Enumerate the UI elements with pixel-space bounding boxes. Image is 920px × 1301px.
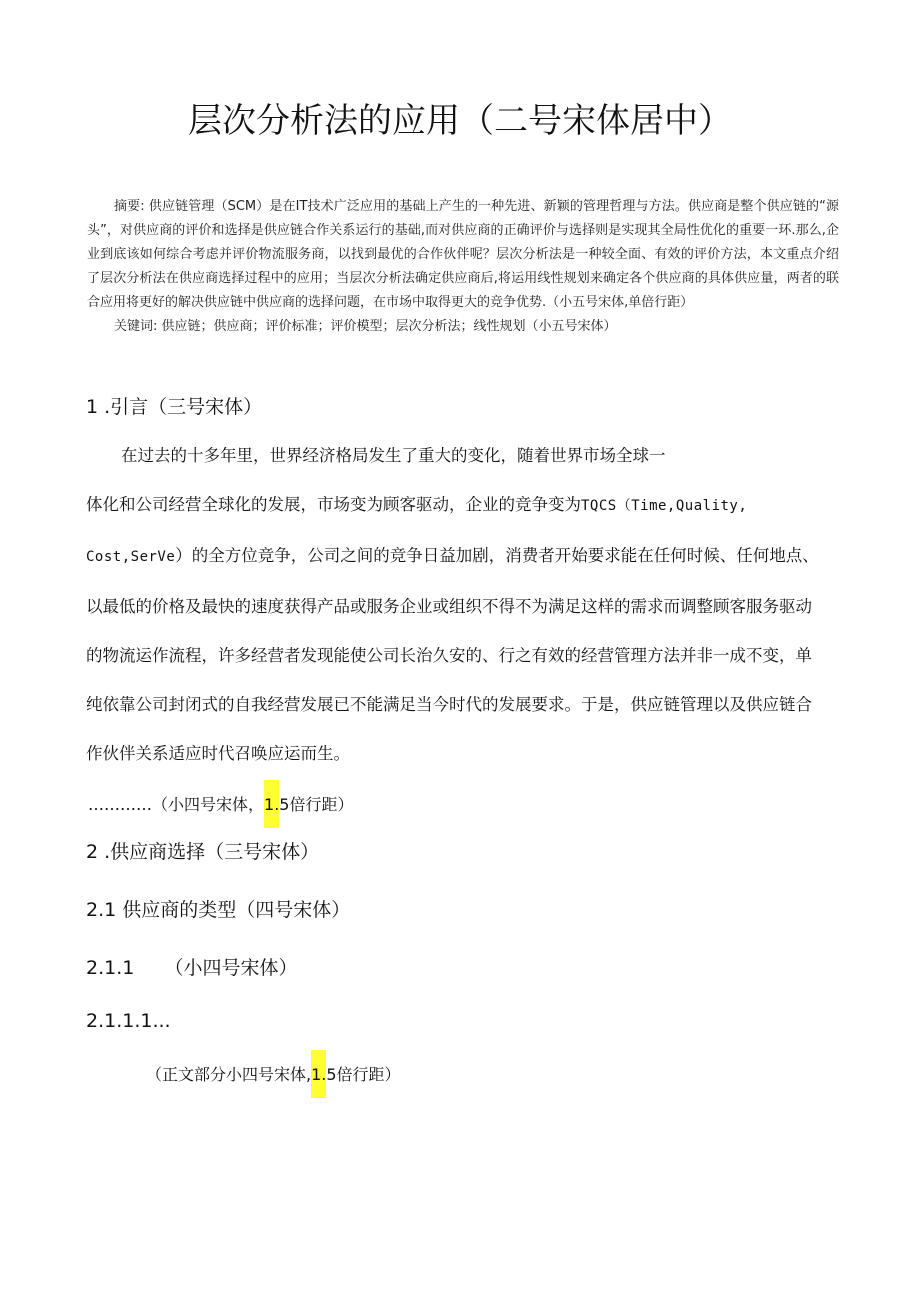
keywords-label: 关键词: <box>114 319 158 334</box>
body-line-6: 纯依靠公司封闭式的自我经营发展已不能满足当今时代的发展要求。于是，供应链管理以及供应链合 <box>86 695 812 714</box>
body-line-2 <box>86 480 838 531</box>
note-2-prefix: （正文部分小四号宋体, <box>146 1065 312 1084</box>
section-1-body <box>86 431 838 778</box>
body-line-1: 在过去的十多年里，世界经济格局发生了重大的变化，随着世界市场全球一 <box>121 446 666 465</box>
abstract-label: 摘要: <box>114 199 145 214</box>
section-2-format-note <box>146 1050 401 1098</box>
note-1-prefix: …………（小四号宋体， <box>88 795 265 814</box>
body-line-3-text: ）的全方位竞争，公司之间的竞争日益加剧，消费者开始要求能在任何时候、任何地点、 <box>175 546 819 565</box>
abstract-text: 供应链管理（SCM）是在IT技术广泛应用的基础上产生的一种先进、新颖的管理哲理与方法。供应商是整个供应链的“源头”，对供应商的评价和选择是供应链合作关系运行的基础,而对供应商的正确评价与选择则是实现其全局性优化的重要一环.那么,企业到底该如何综合考虑并评价物流服务商，以找到最优的合作伙伴呢？层次分析法是一种较全面、有效的评价方法，本文重点介绍了层次分析法在供应商选择过程中的应用；当层次分析法确定供应商后,将运用线性规划来确定各个供应商的具体供应量，两者的联合应用将更好的解决供应链中供应商的选择问题，在市场中取得更大的竞争优势.（小五号宋体,单倍行距） <box>87 199 839 310</box>
section-2-heading: 2 .供应商选择（三号宋体） <box>86 841 320 863</box>
note-2-highlight: 1. <box>311 1050 326 1098</box>
abstract-paragraph <box>87 195 839 315</box>
note-1-suffix: 5倍行距） <box>279 795 354 814</box>
body-line-5: 的物流运作流程，许多经营者发现能使公司长治久安的、行之有效的经营管理方法并非一成不变，单 <box>86 646 812 665</box>
section-2-1-1-heading: 2.1.1 （小四号宋体） <box>86 957 298 979</box>
body-line-7: 作伙伴关系适应时代召唤应运而生。 <box>86 744 350 763</box>
section-2-1-heading: 2.1 供应商的类型（四号宋体） <box>86 899 351 921</box>
note-1-highlight: 1. <box>264 780 279 828</box>
page-title: 层次分析法的应用（二号宋体居中） <box>188 101 732 141</box>
section-1-format-note <box>88 780 353 828</box>
keywords-text: 供应链；供应商；评价标准；评价模型；层次分析法；线性规划（小五号宋体） <box>161 319 617 334</box>
note-2-suffix: 5倍行距） <box>326 1065 401 1084</box>
body-line-2-text: 体化和公司经营全球化的发展，市场变为顾客驱动，企业的竞争变为 <box>86 495 581 514</box>
section-2-1-1-1-heading: 2.1.1.1... <box>86 1010 171 1032</box>
body-line-3 <box>86 531 838 582</box>
body-line-4: 以最低的价格及最快的速度获得产品或服务企业或组织不得不为满足这样的需求而调整顾客服务驱动 <box>86 597 812 616</box>
body-line-3-mono: Cost,SerVe <box>86 549 176 565</box>
section-1-heading: 1 .引言（三号宋体） <box>86 396 263 418</box>
keywords-line <box>114 315 839 339</box>
body-line-2-mono: TQCS（Time,Quality, <box>581 498 748 514</box>
